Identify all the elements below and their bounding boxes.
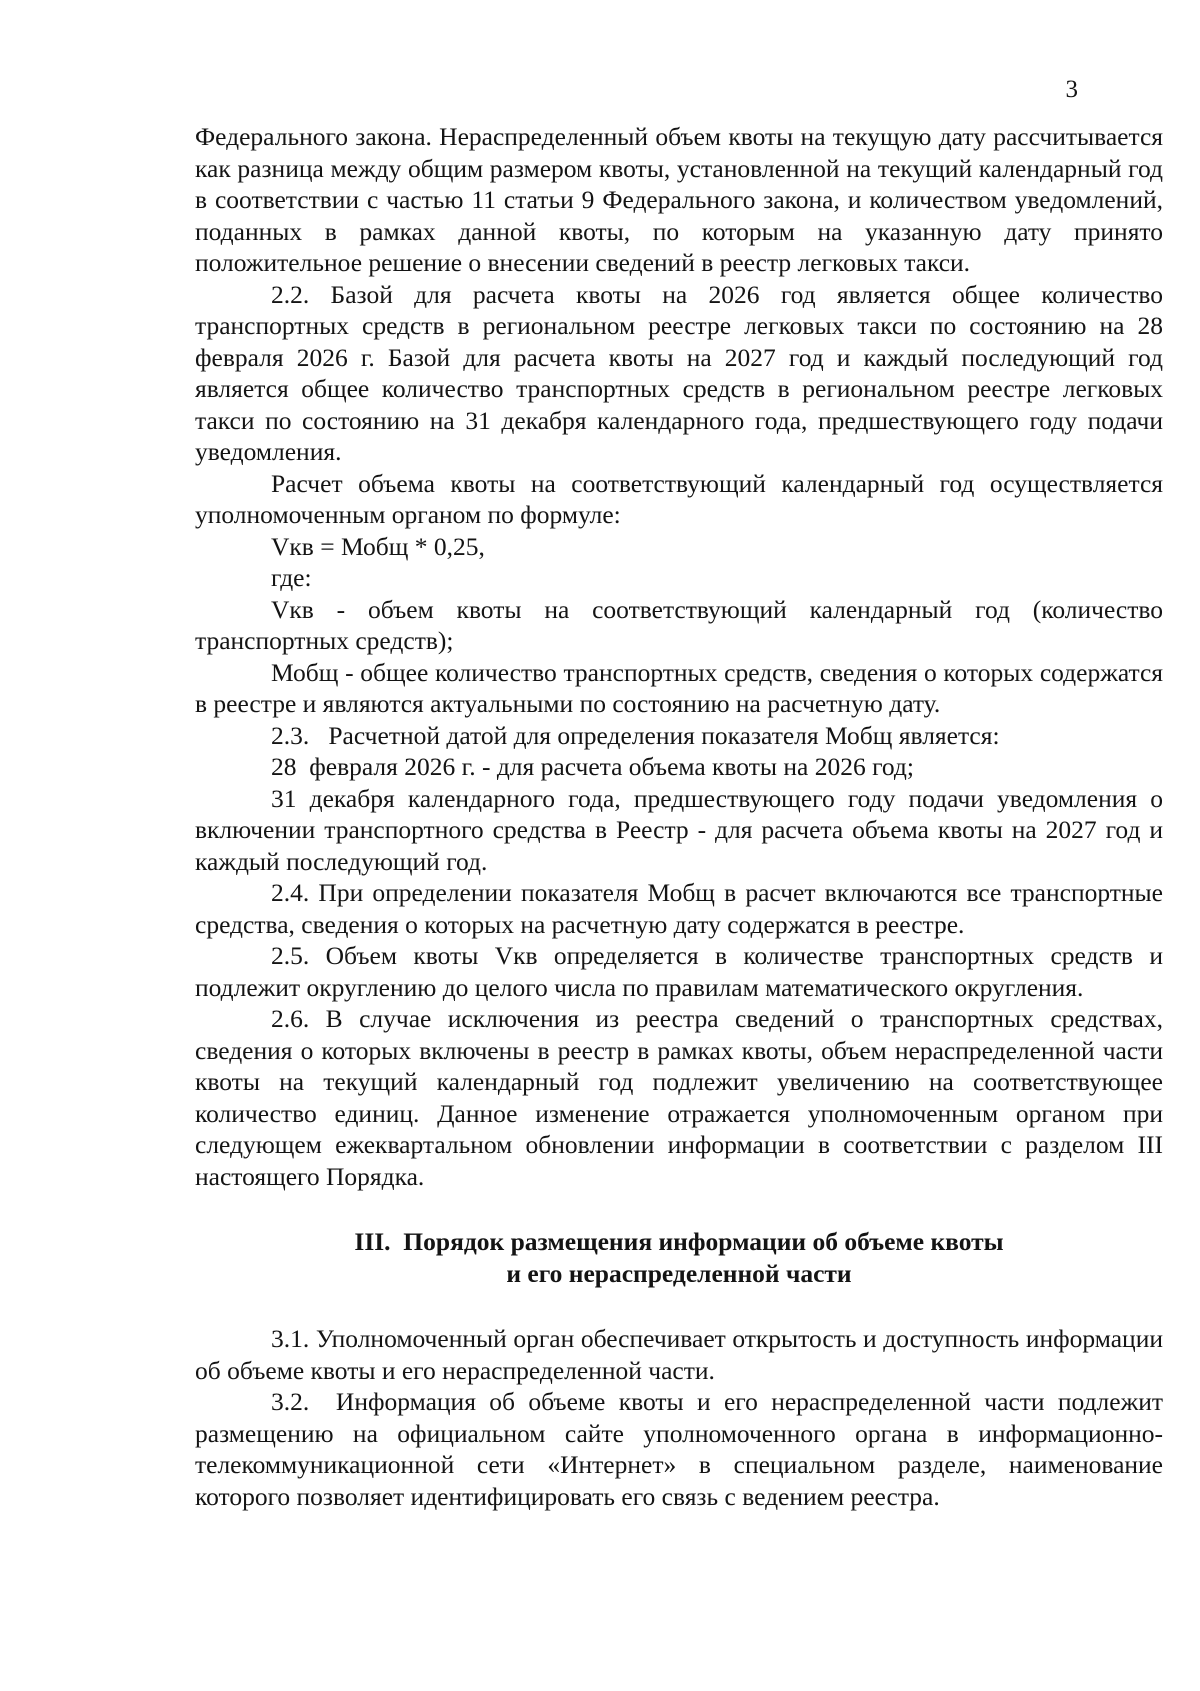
paragraph-2-4: 2.4. При определении показателя Мобщ в расчет включаются все транспортные средства, сведения о которых на расчетную дату содержатся в реестре.	[195, 878, 1163, 939]
definition-m: Мобщ - общее количество транспортных средств, сведения о которых содержатся в реестре и являются актуальными по состоянию на расчетную дату.	[195, 657, 1163, 718]
paragraph-2-5: 2.5. Объем квоты Vкв определяется в количестве транспортных средств и подлежит округлению до целого числа по правилам математического округления.	[195, 941, 1163, 1002]
formula: Vкв = Мобщ * 0,25,	[271, 531, 485, 561]
section-3-heading-line-2: и его нераспределенной части	[506, 1259, 852, 1288]
paragraph-calculation: Расчет объема квоты на соответствующий календарный год осуществляется уполномоченным органом по формуле:	[195, 468, 1163, 529]
section-3-heading	[195, 1226, 1163, 1290]
definition-v: Vкв - объем квоты на соответствующий календарный год (количество транспортных средств);	[195, 594, 1163, 655]
paragraph-3-2: 3.2. Информация об объеме квоты и его нераспределенной части подлежит размещению на официальном сайте уполномоченного органа в информационно-телекоммуникационной сети «Интернет» в специальном разделе, наименование которого позволяет идентифицировать его связь с ведением реестра.	[195, 1387, 1170, 1511]
paragraph-2-6: 2.6. В случае исключения из реестра сведений о транспортных средствах, сведения о которых включены в реестр в рамках квоты, объем нераспределенной части квоты на текущий календарный год подлежит увеличению на соответствующее количество единиц. Данное изменение отражается уполномоченным органом при следующем ежеквартальном обновлении информации в соответствии с разделом III настоящего Порядка.	[195, 1004, 1163, 1191]
paragraph-continuation: Федерального закона. Нераспределенный объем квоты на текущую дату рассчитывается как разница между общим размером квоты, установленной на текущий календарный год в соответствии с частью 11 статьи 9 Федерального закона, и количеством уведомлений, поданных в рамках данной квоты, по которым на указанную дату принято положительное решение о внесении сведений в реестр легковых такси.	[195, 122, 1163, 277]
paragraph-3-1: 3.1. Уполномоченный орган обеспечивает открытость и доступность информации об объеме квоты и его нераспределенной части.	[195, 1324, 1163, 1385]
paragraph-2-3-a: 28 февраля 2026 г. - для расчета объема квоты на 2026 год;	[271, 752, 914, 781]
paragraph-2-3: 2.3. Расчетной датой для определения показателя Мобщ является:	[271, 720, 1000, 750]
formula-where: где:	[271, 563, 312, 592]
paragraph-2-2: 2.2. Базой для расчета квоты на 2026 год является общее количество транспортных средств в региональном реестре легковых такси по состоянию на 28 февраля 2026 г. Базой для расчета квоты на 2027 год и каждый последующий год является общее количество транспортных средств в региональном реестре легковых такси по состоянию на 31 декабря календарного года, предшествующего году подачи уведомления.	[195, 279, 1163, 466]
document-body	[195, 121, 1170, 1512]
page-number: 3	[1065, 76, 1078, 103]
section-3-heading-line-1: III. Порядок размещения информации об объеме квоты	[354, 1227, 1004, 1256]
paragraph-2-3-b: 31 декабря календарного года, предшествующего году подачи уведомления о включении транспортного средства в Реестр - для расчета объема квоты на 2027 год и каждый последующий год.	[195, 783, 1163, 876]
